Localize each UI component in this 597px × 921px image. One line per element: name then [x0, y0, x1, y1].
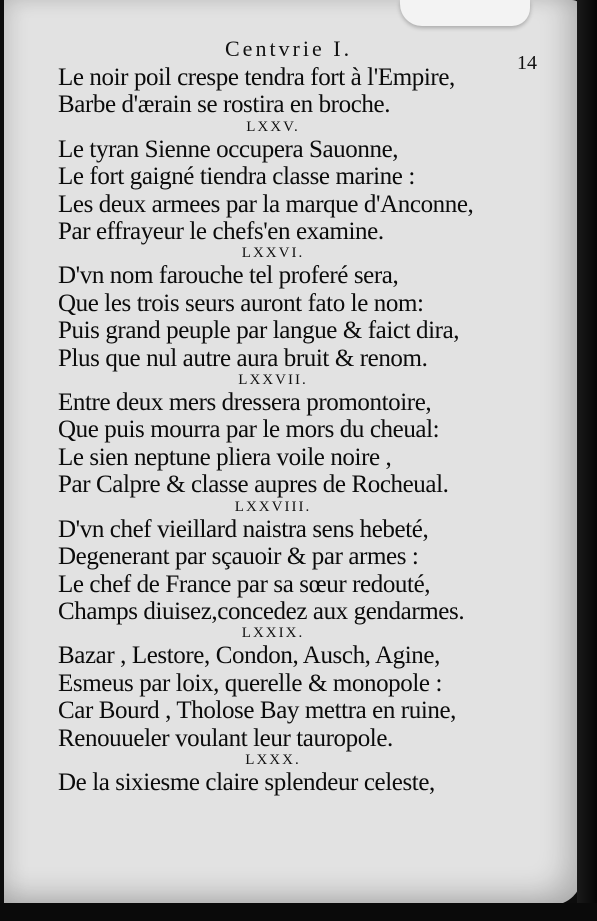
verse-line: Esmeus par loix, querelle & monopole :	[58, 669, 443, 697]
verse-line: Les deux armees par la marque d'Anconne,	[58, 190, 474, 218]
verse-text	[58, 64, 578, 796]
quatrain-number: LXXX.	[245, 751, 301, 768]
quatrain-number: LXXVIII.	[234, 498, 312, 515]
verse-line: Puis grand peuple par langue & faict dira,	[58, 317, 460, 345]
verse-line: Le tyran Sienne occupera Sauonne,	[58, 135, 399, 163]
quatrain-number: LXXIX.	[241, 625, 305, 642]
verse-line: Renouueler voulant leur tauropole.	[58, 724, 393, 752]
verse-line: Par Calpre & classe aupres de Rocheual.	[58, 471, 449, 499]
verse-line: Car Bourd , Tholose Bay mettra en ruine,	[58, 697, 457, 725]
quatrain-number: LXXV.	[246, 118, 300, 135]
verse-line: Le fort gaigné tiendra classe marine :	[58, 163, 415, 191]
running-head: Centvrie I.	[225, 36, 353, 61]
verse-line: D'vn nom farouche tel proferé sera,	[58, 262, 399, 290]
verse-line: Plus que nul autre aura bruit & renom.	[58, 344, 428, 372]
verse-line: De la sixiesme claire splendeur celeste,	[58, 768, 435, 796]
verse-line: Champs diuisez,concedez aux gendarmes.	[58, 597, 465, 625]
verse-line: Barbe d'ærain se rostira en broche.	[58, 91, 391, 119]
folio-number: 14	[517, 52, 537, 74]
verse-line: Entre deux mers dressera promontoire,	[58, 389, 432, 417]
verse-line: Le noir poil cresp​e tendra fort à l'Empire,	[58, 64, 455, 91]
paper-tab	[400, 0, 530, 26]
verse-line: Le sien neptune pliera voile noire ,	[58, 443, 392, 471]
verse-line: Que les trois seurs auront fato le nom:	[58, 289, 424, 317]
verse-line: Par effrayeur le chefs'en examine.	[58, 218, 384, 246]
verse-line: Degenerant par sçauoir & par armes :	[58, 543, 419, 571]
quatrain-number: LXXVI.	[241, 245, 305, 262]
quatrain-number: LXXVII.	[238, 372, 308, 389]
page-bottom-shadow	[0, 903, 597, 921]
verse-line: Bazar , Lestore, Condon, Ausch, Agine,	[58, 642, 440, 670]
verse-line: D'vn chef vieillard naistra sens hebeté,	[58, 515, 429, 543]
verse-line: Que puis mourra par le mors du cheual:	[58, 416, 440, 444]
page-edge-shadow	[577, 0, 597, 921]
verse-line: Le chef de France par sa sœur redouté,	[58, 570, 431, 598]
